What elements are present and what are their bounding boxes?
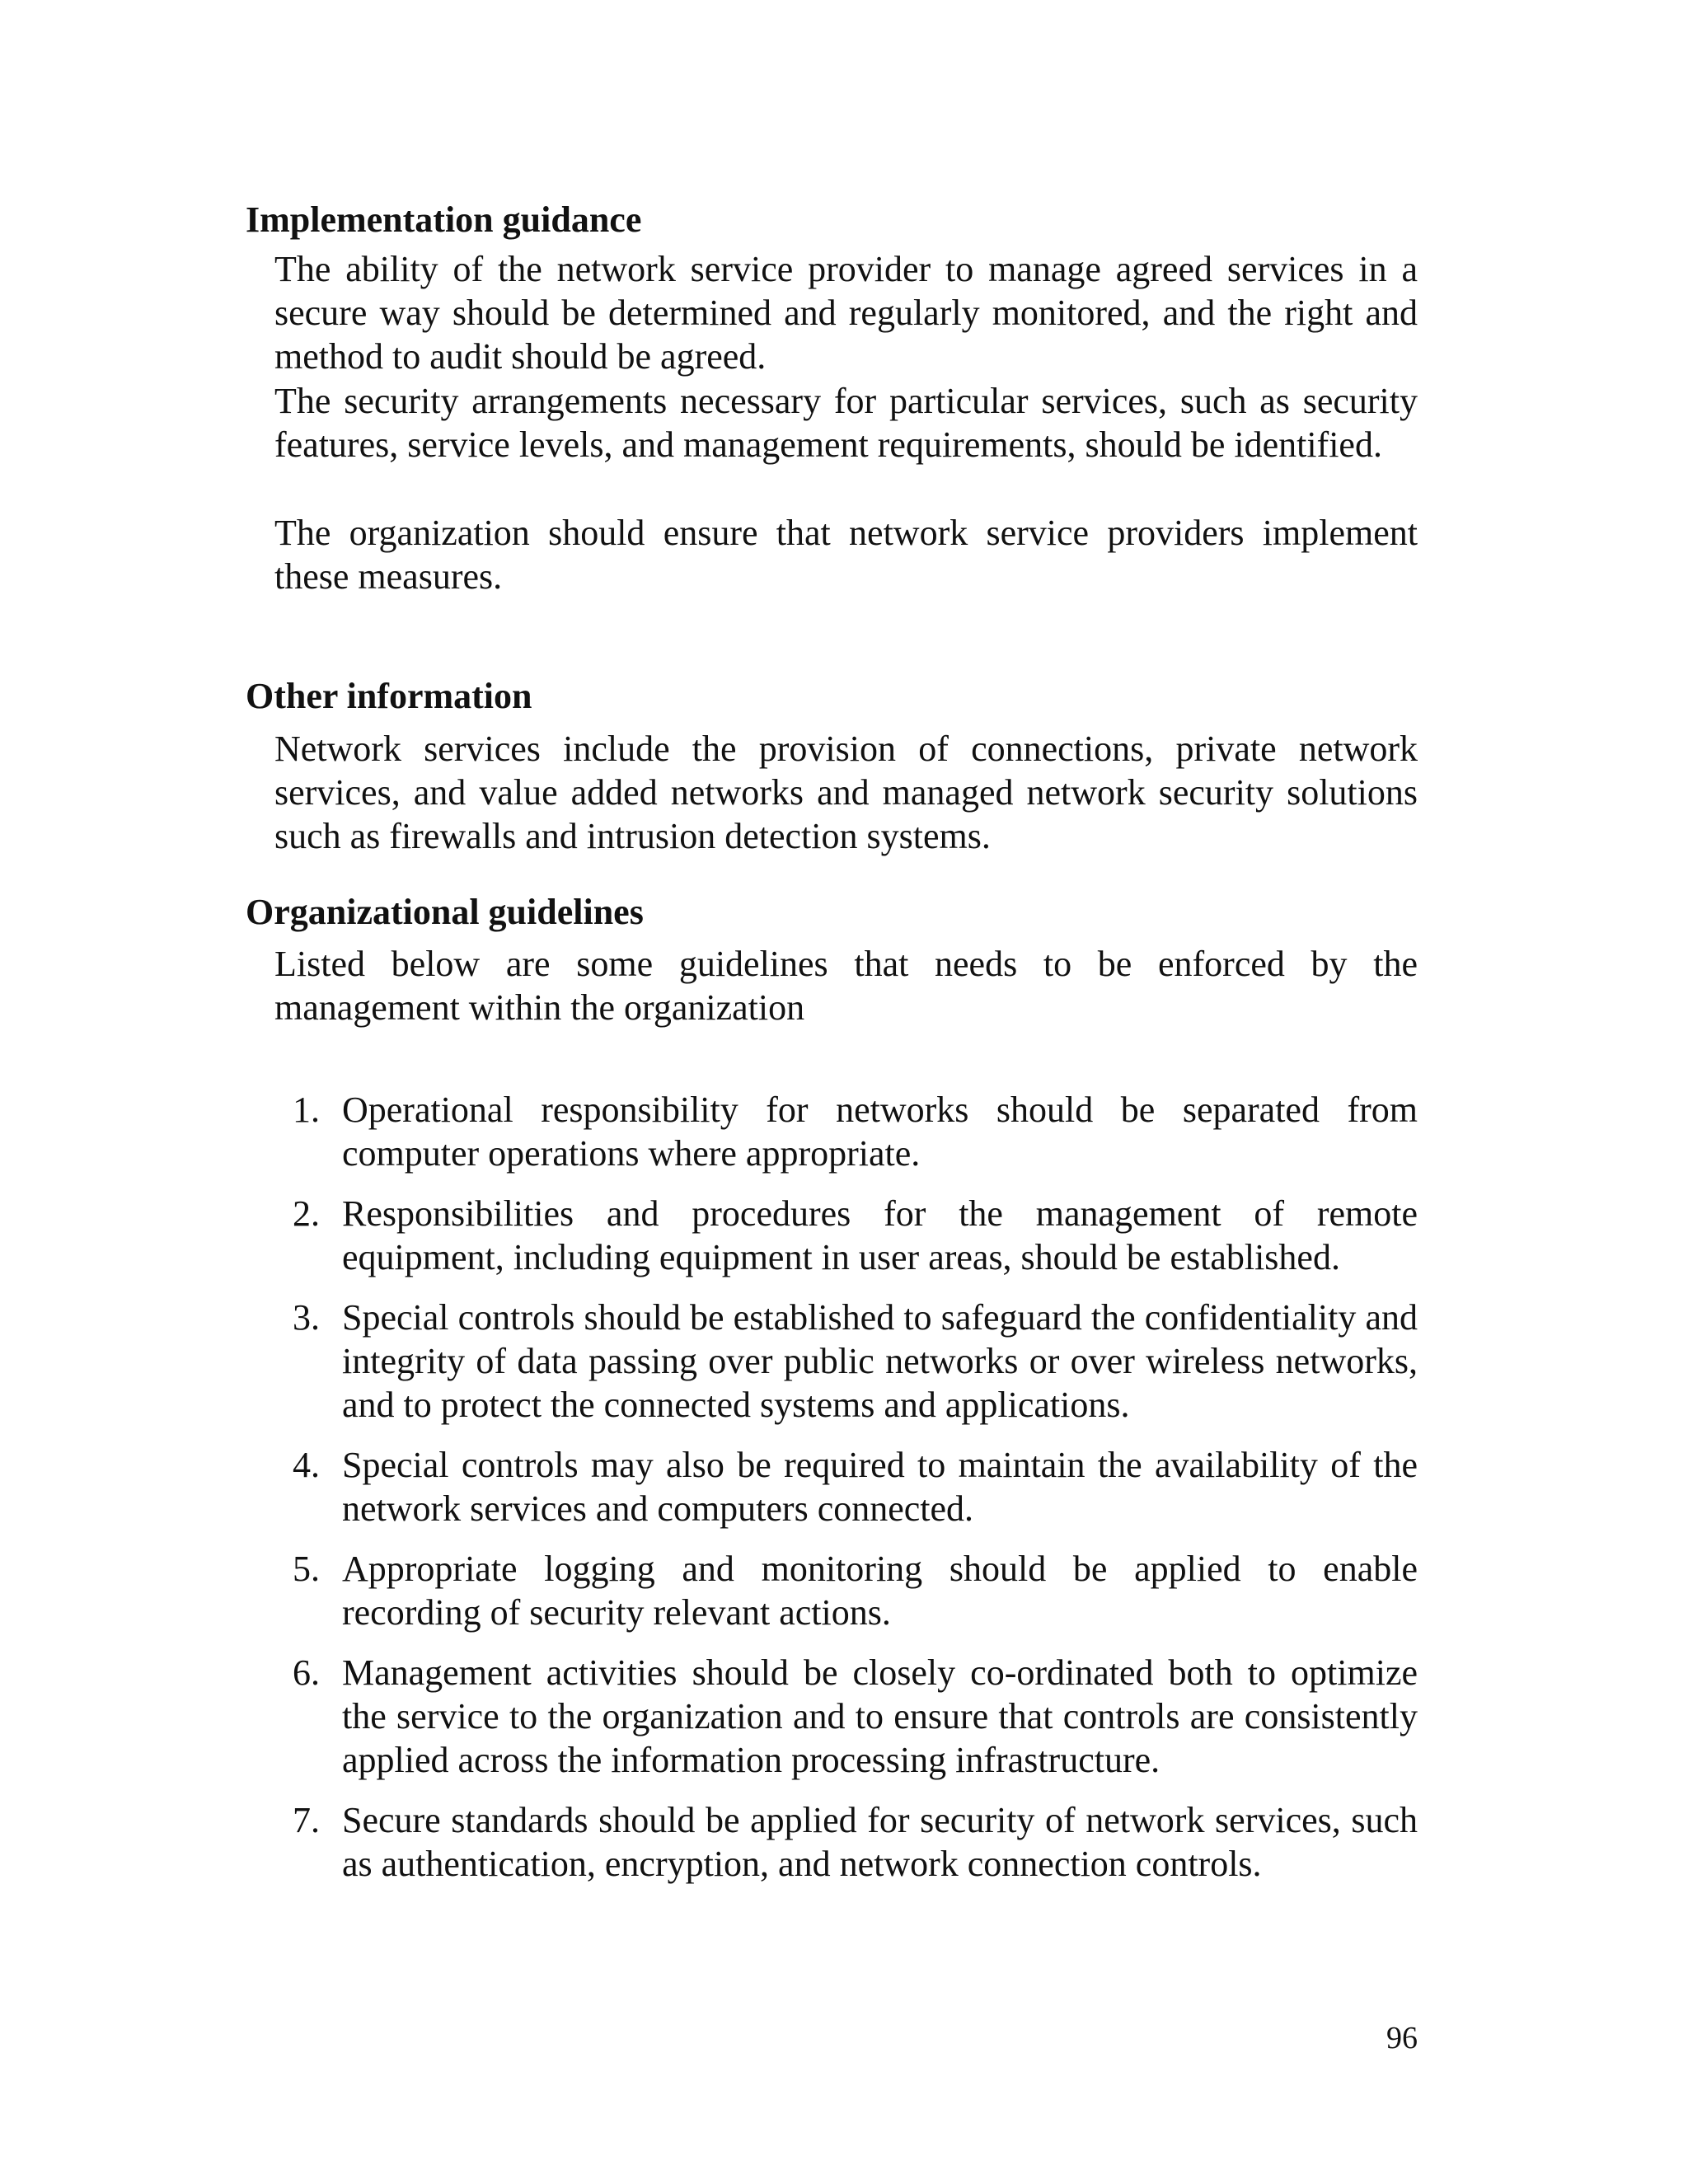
- list-item-text: Special controls may also be required to maintain the availability of the network services and computers connected.: [342, 1445, 1418, 1529]
- list-item: [274, 1798, 1418, 1886]
- list-item-number: 4.: [293, 1445, 320, 1485]
- list-item-text: Secure standards should be applied for security of network services, such as authentication, encryption, and network connection controls.: [342, 1800, 1418, 1884]
- other-information-paragraph: Network services include the provision of connections, private network services, and value added networks and managed network security solutions such as firewalls and intrusion detection systems.: [274, 729, 1418, 856]
- list-item-number: 1.: [293, 1090, 320, 1130]
- list-item-text: Special controls should be established to safeguard the confidentiality and integrity of data passing over public networks or over wireless networks, and to protect the connected systems and applications.: [342, 1297, 1418, 1425]
- guidelines-intro-paragraph: Listed below are some guidelines that needs to be enforced by the management within the organization: [274, 944, 1418, 1028]
- list-item: [274, 1547, 1418, 1634]
- heading-implementation-guidance: Implementation guidance: [246, 199, 642, 240]
- guidelines-list: [274, 1088, 1418, 1902]
- list-item-number: 5.: [293, 1549, 320, 1589]
- heading-organizational-guidelines: Organizational guidelines: [246, 892, 644, 932]
- list-item-text: Management activities should be closely co-ordinated both to optimize the service to the organization and to ensure that controls are consistently applied across the information processing infrastructure.: [342, 1652, 1418, 1780]
- list-item-text: Operational responsibility for networks should be separated from computer operations where appropriate.: [342, 1090, 1418, 1174]
- page-number: 96: [1386, 2021, 1418, 2055]
- list-item-number: 3.: [293, 1297, 320, 1338]
- list-item: [274, 1296, 1418, 1427]
- list-item-text: Appropriate logging and monitoring should be applied to enable recording of security relevant actions.: [342, 1549, 1418, 1633]
- list-item: [274, 1088, 1418, 1175]
- implementation-paragraph-3: The organization should ensure that network service providers implement these measures.: [274, 513, 1418, 597]
- list-item-number: 7.: [293, 1800, 320, 1840]
- list-item-number: 6.: [293, 1652, 320, 1693]
- list-item-text: Responsibilities and procedures for the management of remote equipment, including equipment in user areas, should be established.: [342, 1193, 1418, 1277]
- list-item: [274, 1651, 1418, 1782]
- list-item: [274, 1443, 1418, 1530]
- implementation-paragraph-1: The ability of the network service provider to manage agreed services in a secure way should be determined and regularly monitored, and the right and method to audit should be agreed.: [274, 249, 1418, 377]
- heading-other-information: Other information: [246, 676, 532, 716]
- implementation-paragraph-2: The security arrangements necessary for particular services, such as security features, service levels, and management requirements, should be identified.: [274, 381, 1418, 465]
- list-item: [274, 1192, 1418, 1279]
- list-item-number: 2.: [293, 1193, 320, 1234]
